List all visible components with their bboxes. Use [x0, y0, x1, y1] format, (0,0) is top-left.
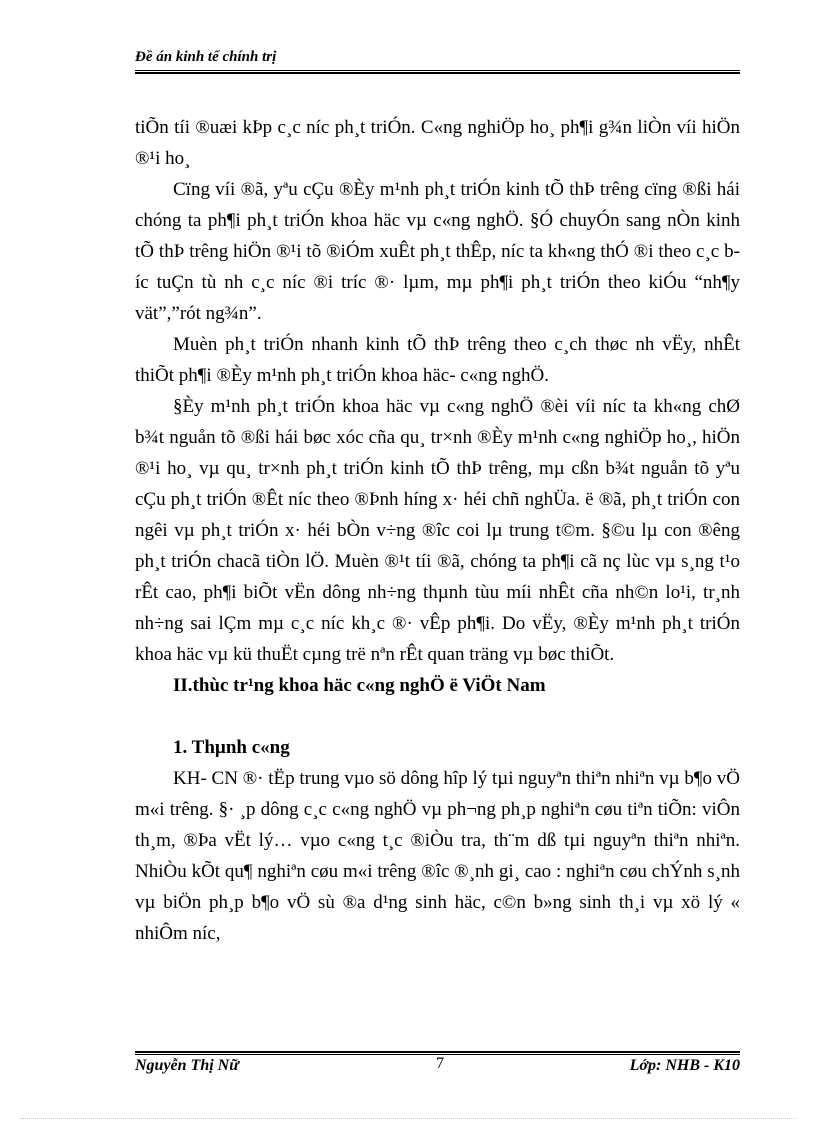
section-heading: II.thùc tr¹ng khoa häc c«ng nghÖ ë ViÖt Nam: [173, 675, 546, 696]
header-rule: [135, 70, 740, 74]
paragraph-1: tiÕn tíi ®uæi kÞp c¸c níc ph¸t triÓn. C«ng nghiÖp ho¸ ph¶i g¾n liÒn víi hiÖn ®¹i ho¸: [135, 117, 740, 169]
paragraph-2: Cïng víi ®ã, yªu cÇu ®Èy m¹nh ph¸t triÓn kinh tÕ thÞ trêng cïng ®ßi hái chóng ta ph¶i ph¸t triÓn khoa häc vµ c«ng nghÖ. §Ó chuyÓn sang nÒn kinh tÕ thÞ trêng hiÖn ®¹i tõ ®iÓm xuÊt ph¸t thÊp, níc ta kh«ng thÓ ®i theo c¸c bíc tuÇn tù nh c¸c níc ®i tríc ®· lµm, mµ ph¶i ph¸t triÓn theo kiÓu “nh¶y vät”,”rót ng¾n”.: [135, 179, 740, 324]
body-text: [135, 112, 740, 949]
page-number: 7: [436, 1055, 444, 1072]
spacer: [135, 701, 740, 732]
paragraph-5: KH- CN ®· tËp trung vµo sö dông hîp lý tµi nguyªn thiªn nhiªn vµ b¶o vÖ m«i trêng. §· ¸p dông c¸c c«ng nghÖ vµ ph¬ng ph¸p nghiªn cøu tiªn tiÕn: viÔn th¸m, ®Þa vËt lý… vµo c«ng t¸c ®iÒu tra, th¨m dß tµi nguyªn thiªn nhiªn. NhiÒu kÕt qu¶ nghiªn cøu m«i trêng ®îc ®¸nh gi¸ cao : nghiªn cøu chÝnh s¸nh vµ biÖn ph¸p b¶o vÖ sù ®a d¹ng sinh häc, c©n b»ng sinh th¸i vµ xö lý « nhiÔm níc,: [135, 768, 740, 944]
page-edge-dots: [20, 1118, 796, 1119]
header-title: Đề án kinh tế chính trị: [135, 49, 277, 65]
paragraph-3: Muèn ph¸t triÓn nhanh kinh tÕ thÞ trêng theo c¸ch thøc nh vËy, nhÊt thiÕt ph¶i ®Èy m¹nh ph¸t triÓn khoa häc- c«ng nghÖ.: [135, 334, 740, 386]
paragraph-4: §Èy m¹nh ph¸t triÓn khoa häc vµ c«ng nghÖ ®èi víi níc ta kh«ng chØ b¾t nguån tõ ®ßi hái bøc xóc cña qu¸ tr×nh ®Èy m¹nh c«ng nghiÖp ho¸, hiÖn ®¹i ho¸ vµ qu¸ tr×nh ph¸t triÓn kinh tÕ thÞ trêng, mµ cßn b¾t nguån tõ yªu cÇu ph¸t triÓn ®Êt níc theo ®Þnh híng x· héi chñ nghÜa. ë ®ã, ph¸t triÓn con ngêi vµ ph¸t triÓn x· héi bÒn v÷ng ®îc coi lµ trung t©m. §©u lµ con ®êng ph¸t triÓn chacã tiÒn lÖ. Muèn ®¹t tíi ®ã, chóng ta ph¶i cã nç lùc vµ s¸ng t¹o rÊt cao, ph¶i biÕt vËn dông nh÷ng thµnh tùu míi nhÊt cña nh©n lo¹i, tr¸nh nh÷ng sai lÇm mµ c¸c níc kh¸c ®· vÊp ph¶i. Do vËy, ®Èy m¹nh ph¸t triÓn khoa häc vµ kü thuËt cµng trë nªn rÊt quan träng vµ bøc thiÕt.: [135, 396, 740, 665]
footer-author: Nguyễn Thị Nữ: [135, 1057, 239, 1074]
sub-heading: 1. Thµnh c«ng: [173, 737, 290, 758]
footer-class: Lớp: NHB - K10: [629, 1057, 740, 1074]
